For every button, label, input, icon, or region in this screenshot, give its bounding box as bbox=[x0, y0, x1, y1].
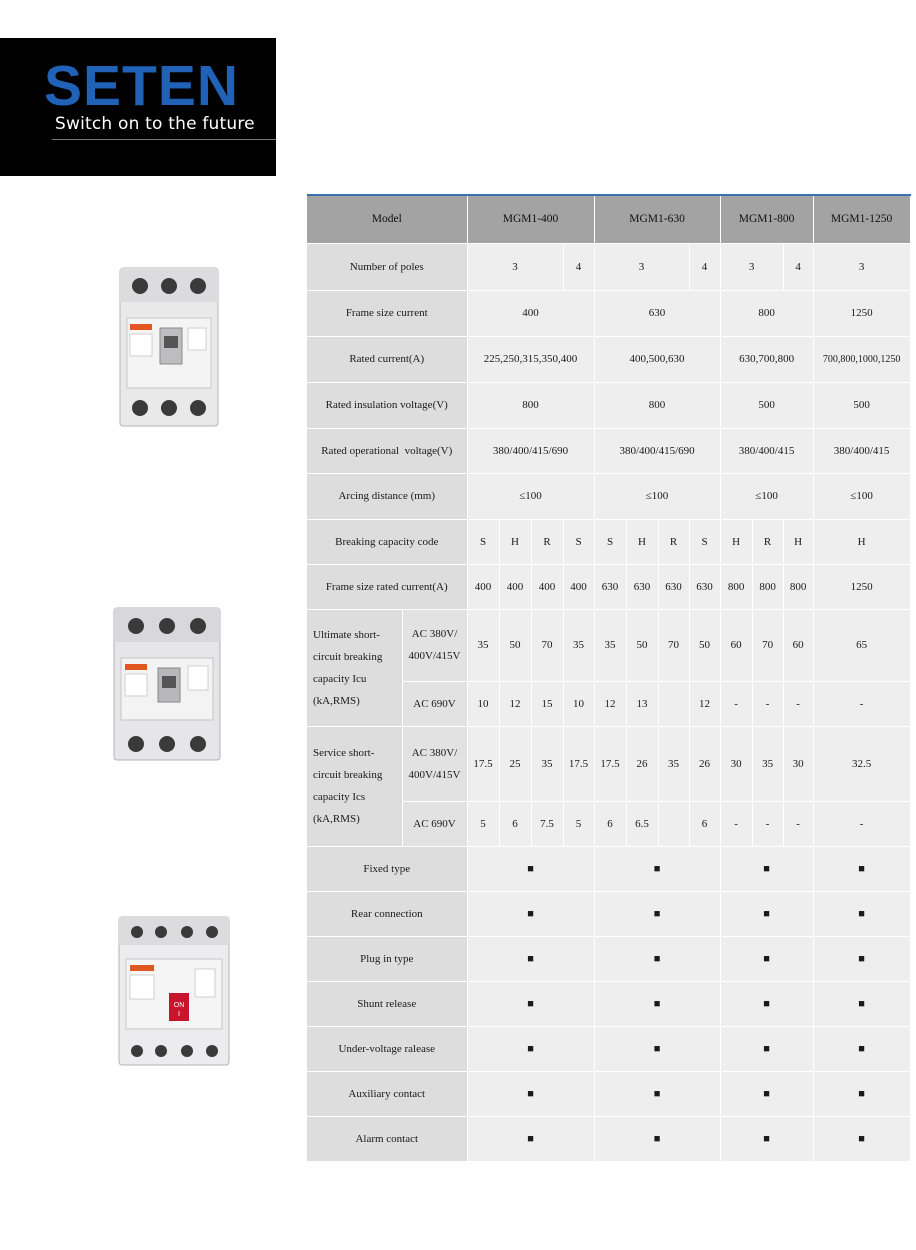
table-cell: 35 bbox=[563, 609, 594, 681]
model-header: Model bbox=[307, 195, 467, 243]
table-cell: 10 bbox=[467, 681, 499, 726]
row-label: Auxiliary contact bbox=[307, 1071, 467, 1116]
mccb-1250-image bbox=[117, 915, 231, 1067]
table-cell: 400 bbox=[467, 564, 499, 609]
table-cell: - bbox=[752, 681, 783, 726]
row-label: Plug in type bbox=[307, 936, 467, 981]
table-cell: 500 bbox=[720, 382, 813, 428]
poles-row bbox=[307, 243, 910, 290]
ics-label: Service short-circuit breaking capacity Ics (kA,RMS) bbox=[307, 726, 402, 846]
table-cell: 3 bbox=[594, 243, 689, 290]
table-cell: 630 bbox=[626, 564, 658, 609]
sub-label: AC 380V/ 400V/415V bbox=[402, 726, 467, 801]
feature-mark: ■ bbox=[813, 936, 910, 981]
table-cell: ≤100 bbox=[720, 473, 813, 519]
feature-mark: ■ bbox=[720, 936, 813, 981]
feature-mark: ■ bbox=[467, 1116, 594, 1161]
brand-tagline: Switch on to the future bbox=[55, 114, 255, 134]
table-cell: 400,500,630 bbox=[594, 336, 720, 382]
feature-mark: ■ bbox=[720, 1116, 813, 1161]
table-cell: 3 bbox=[467, 243, 563, 290]
table-cell: 7.5 bbox=[531, 801, 563, 846]
icu-label: Ultimate short-circuit breaking capacity Icu (kA,RMS) bbox=[307, 609, 402, 726]
row-label: Number of poles bbox=[307, 243, 467, 290]
table-cell: H bbox=[626, 519, 658, 564]
table-cell: 17.5 bbox=[563, 726, 594, 801]
feature-row-undervoltage bbox=[307, 1026, 910, 1071]
brand-name: SETEN bbox=[44, 54, 240, 118]
table-cell: 70 bbox=[531, 609, 563, 681]
feature-mark: ■ bbox=[594, 936, 720, 981]
table-cell: 35 bbox=[594, 609, 626, 681]
row-label: Breaking capacity code bbox=[307, 519, 467, 564]
sub-label: AC 690V bbox=[402, 801, 467, 846]
model-mgm1-630: MGM1-630 bbox=[594, 195, 720, 243]
table-cell: 70 bbox=[658, 609, 689, 681]
feature-mark: ■ bbox=[467, 1026, 594, 1071]
feature-row-fixed bbox=[307, 846, 910, 891]
feature-row-alarm bbox=[307, 1116, 910, 1161]
table-cell: 630 bbox=[594, 290, 720, 336]
table-cell: 5 bbox=[467, 801, 499, 846]
feature-mark: ■ bbox=[720, 1071, 813, 1116]
table-cell: 4 bbox=[783, 243, 813, 290]
table-cell: S bbox=[467, 519, 499, 564]
table-cell: 35 bbox=[658, 726, 689, 801]
table-cell: H bbox=[783, 519, 813, 564]
table-cell: 60 bbox=[720, 609, 752, 681]
mccb-400-image bbox=[118, 266, 220, 428]
table-cell: 4 bbox=[563, 243, 594, 290]
table-cell: 5 bbox=[563, 801, 594, 846]
feature-mark: ■ bbox=[813, 1116, 910, 1161]
table-cell: - bbox=[720, 801, 752, 846]
model-mgm1-800: MGM1-800 bbox=[720, 195, 813, 243]
table-cell: H bbox=[720, 519, 752, 564]
table-cell: 6.5 bbox=[626, 801, 658, 846]
feature-mark: ■ bbox=[467, 981, 594, 1026]
feature-mark: ■ bbox=[467, 846, 594, 891]
row-label: Rated current(A) bbox=[307, 336, 467, 382]
table-cell: - bbox=[720, 681, 752, 726]
table-cell: ≤100 bbox=[467, 473, 594, 519]
table-cell: R bbox=[531, 519, 563, 564]
switch-on-sub: I bbox=[178, 1011, 180, 1018]
frame-size-current-row bbox=[307, 290, 910, 336]
operational-voltage-row bbox=[307, 428, 910, 473]
feature-mark: ■ bbox=[813, 1071, 910, 1116]
table-cell: 30 bbox=[783, 726, 813, 801]
row-label: Rated insulation voltage(V) bbox=[307, 382, 467, 428]
table-cell: 700,800,1000,1250 bbox=[813, 336, 910, 382]
breaking-code-row bbox=[307, 519, 910, 564]
table-cell: 800 bbox=[720, 290, 813, 336]
table-cell: H bbox=[499, 519, 531, 564]
table-cell: - bbox=[783, 681, 813, 726]
table-cell: 26 bbox=[626, 726, 658, 801]
logo-divider bbox=[52, 139, 276, 140]
table-cell: 800 bbox=[783, 564, 813, 609]
table-cell: 3 bbox=[813, 243, 910, 290]
table-cell: 35 bbox=[752, 726, 783, 801]
table-cell: 400 bbox=[467, 290, 594, 336]
table-cell: 70 bbox=[752, 609, 783, 681]
table-cell: 32.5 bbox=[813, 726, 910, 801]
table-cell: 65 bbox=[813, 609, 910, 681]
feature-row-plug bbox=[307, 936, 910, 981]
row-label: Fixed type bbox=[307, 846, 467, 891]
feature-mark: ■ bbox=[467, 1071, 594, 1116]
table-cell: 630 bbox=[689, 564, 720, 609]
table-cell: 380/400/415/690 bbox=[594, 428, 720, 473]
feature-mark: ■ bbox=[467, 891, 594, 936]
insulation-voltage-row bbox=[307, 382, 910, 428]
table-cell: ≤100 bbox=[813, 473, 910, 519]
sub-label: AC 380V/ 400V/415V bbox=[402, 609, 467, 681]
model-mgm1-1250: MGM1-1250 bbox=[813, 195, 910, 243]
feature-mark: ■ bbox=[720, 846, 813, 891]
table-cell bbox=[658, 681, 689, 726]
arcing-distance-row bbox=[307, 473, 910, 519]
feature-mark: ■ bbox=[594, 981, 720, 1026]
feature-mark: ■ bbox=[813, 1026, 910, 1071]
table-cell bbox=[658, 801, 689, 846]
table-cell: 4 bbox=[689, 243, 720, 290]
table-cell: 50 bbox=[689, 609, 720, 681]
table-cell: - bbox=[813, 801, 910, 846]
row-label: Frame size current bbox=[307, 290, 467, 336]
table-cell: 380/400/415 bbox=[720, 428, 813, 473]
feature-mark: ■ bbox=[467, 936, 594, 981]
table-cell: S bbox=[594, 519, 626, 564]
table-cell: 1250 bbox=[813, 564, 910, 609]
table-cell: 630,700,800 bbox=[720, 336, 813, 382]
table-cell: 6 bbox=[594, 801, 626, 846]
table-cell: 3 bbox=[720, 243, 783, 290]
table-cell: 800 bbox=[467, 382, 594, 428]
table-cell: 13 bbox=[626, 681, 658, 726]
row-label: Arcing distance (mm) bbox=[307, 473, 467, 519]
table-cell: 17.5 bbox=[467, 726, 499, 801]
mccb-630-image bbox=[112, 606, 222, 762]
feature-mark: ■ bbox=[720, 1026, 813, 1071]
rated-current-row bbox=[307, 336, 910, 382]
spec-table bbox=[307, 194, 911, 1162]
feature-row-auxiliary bbox=[307, 1071, 910, 1116]
table-cell: 500 bbox=[813, 382, 910, 428]
table-cell: - bbox=[783, 801, 813, 846]
table-cell: S bbox=[563, 519, 594, 564]
table-cell: 10 bbox=[563, 681, 594, 726]
feature-mark: ■ bbox=[594, 891, 720, 936]
table-cell: 15 bbox=[531, 681, 563, 726]
feature-row-shunt bbox=[307, 981, 910, 1026]
table-cell: 225,250,315,350,400 bbox=[467, 336, 594, 382]
table-cell: R bbox=[658, 519, 689, 564]
table-cell: 12 bbox=[594, 681, 626, 726]
table-cell: 50 bbox=[499, 609, 531, 681]
feature-mark: ■ bbox=[813, 846, 910, 891]
feature-mark: ■ bbox=[594, 846, 720, 891]
table-cell: 26 bbox=[689, 726, 720, 801]
table-cell: 630 bbox=[658, 564, 689, 609]
table-cell: 35 bbox=[531, 726, 563, 801]
feature-mark: ■ bbox=[813, 891, 910, 936]
row-label: Frame size rated current(A) bbox=[307, 564, 467, 609]
table-cell: 25 bbox=[499, 726, 531, 801]
row-label: Rated operational voltage(V) bbox=[307, 428, 467, 473]
table-cell: S bbox=[689, 519, 720, 564]
table-cell: 800 bbox=[752, 564, 783, 609]
table-cell: 400 bbox=[531, 564, 563, 609]
feature-mark: ■ bbox=[594, 1116, 720, 1161]
table-cell: 60 bbox=[783, 609, 813, 681]
row-label: Shunt release bbox=[307, 981, 467, 1026]
feature-mark: ■ bbox=[594, 1071, 720, 1116]
feature-mark: ■ bbox=[720, 981, 813, 1026]
table-cell: 35 bbox=[467, 609, 499, 681]
row-label: Rear connection bbox=[307, 891, 467, 936]
table-cell: 30 bbox=[720, 726, 752, 801]
table-cell: 50 bbox=[626, 609, 658, 681]
table-cell: 1250 bbox=[813, 290, 910, 336]
ics-row-1 bbox=[307, 726, 910, 801]
table-cell: 17.5 bbox=[594, 726, 626, 801]
table-cell: R bbox=[752, 519, 783, 564]
row-label: Alarm contact bbox=[307, 1116, 467, 1161]
model-mgm1-400: MGM1-400 bbox=[467, 195, 594, 243]
table-cell: 6 bbox=[689, 801, 720, 846]
icu-row-1 bbox=[307, 609, 910, 681]
feature-mark: ■ bbox=[813, 981, 910, 1026]
table-cell: 380/400/415 bbox=[813, 428, 910, 473]
feature-row-rear bbox=[307, 891, 910, 936]
header-row bbox=[307, 195, 910, 243]
table-cell: 400 bbox=[563, 564, 594, 609]
table-cell: 12 bbox=[499, 681, 531, 726]
table-cell: ≤100 bbox=[594, 473, 720, 519]
frame-rated-current-row bbox=[307, 564, 910, 609]
table-cell: 12 bbox=[689, 681, 720, 726]
feature-mark: ■ bbox=[594, 1026, 720, 1071]
row-label: Under-voltage ralease bbox=[307, 1026, 467, 1071]
feature-mark: ■ bbox=[720, 891, 813, 936]
table-cell: - bbox=[752, 801, 783, 846]
table-cell: 380/400/415/690 bbox=[467, 428, 594, 473]
brand-logo bbox=[0, 38, 276, 176]
table-cell: 400 bbox=[499, 564, 531, 609]
switch-on-label: ON bbox=[173, 1002, 185, 1009]
table-cell: 800 bbox=[720, 564, 752, 609]
table-cell: 800 bbox=[594, 382, 720, 428]
table-cell: - bbox=[813, 681, 910, 726]
table-cell: H bbox=[813, 519, 910, 564]
table-cell: 6 bbox=[499, 801, 531, 846]
table-cell: 630 bbox=[594, 564, 626, 609]
sub-label: AC 690V bbox=[402, 681, 467, 726]
